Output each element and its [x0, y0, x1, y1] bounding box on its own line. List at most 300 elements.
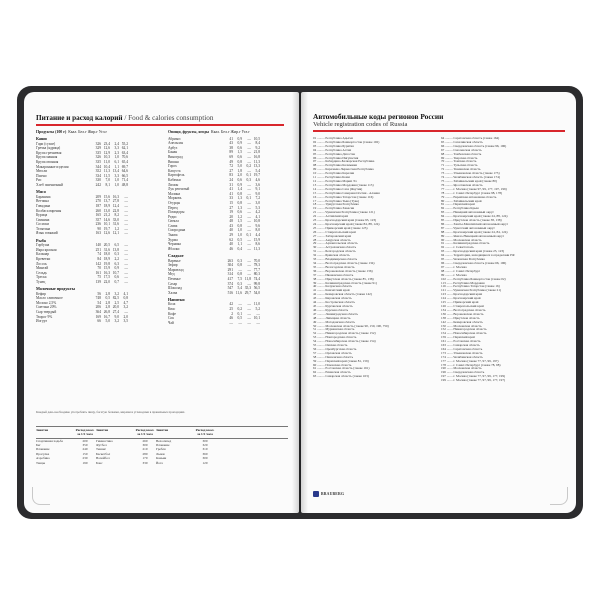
food-value: 56: [97, 291, 101, 296]
food-value: 0,2: [246, 164, 251, 169]
region-code-row: 102 ....... Республика Башкортостан (также 02): [441, 277, 506, 281]
region-code-row: 29 ......... Архангельская область: [313, 242, 358, 246]
food-value: 2,4: [114, 141, 119, 146]
region-code-row: 152 ....... Нижегородская область: [441, 328, 487, 332]
region-code-row: 76 ......... Ярославская область: [441, 183, 483, 187]
food-value: —: [124, 252, 128, 257]
food-value: 3,2: [114, 319, 119, 324]
region-code-row: 08 ......... Республика Калмыкия: [313, 164, 357, 168]
food-value: 99,8: [253, 281, 260, 286]
food-value: 1,0: [237, 228, 242, 233]
food-value: —: [247, 168, 251, 173]
calorie-table-cell: Волейбол: [96, 456, 110, 461]
food-section-title: Напитки: [168, 296, 185, 302]
food-value: 291: [227, 267, 233, 272]
column-header: [36, 130, 156, 135]
food-value: 1,0: [114, 183, 119, 188]
food-value: 11,0: [253, 302, 260, 307]
food-row: [36, 231, 156, 236]
food-name: Черника: [168, 242, 181, 247]
region-code-row: 46 ......... Курская область: [313, 308, 349, 312]
food-value: 5,0: [237, 164, 242, 169]
region-code-row: 163 ....... Самарская область: [441, 344, 480, 348]
calorie-table-cell: 120: [202, 460, 208, 465]
food-name: Сыр твердый: [36, 309, 57, 314]
calorie-table-cell: 210: [142, 447, 148, 452]
region-code-row: 78 ......... г. Санкт-Петербург (также 98, 178): [441, 191, 503, 195]
food-name: Треска: [36, 275, 47, 280]
food-value: 10,3: [103, 155, 110, 160]
region-codes-subtitle: Vehicle registration codes of Russia: [313, 121, 408, 128]
food-name: Гречка (ядрица): [36, 146, 61, 151]
food-value: 17,5: [103, 275, 110, 280]
food-row: [36, 280, 156, 285]
region-code-row: 150 ....... Московская область: [441, 324, 482, 328]
calorie-table-cell: Лыжи: [156, 451, 165, 456]
food-value: 0,3: [237, 258, 242, 263]
food-value: 0,6: [237, 154, 242, 159]
food-section-title: Рыба: [36, 237, 46, 243]
food-value: —: [247, 237, 251, 242]
food-value: 27: [229, 168, 233, 173]
column-header-title: Продукты (100 г): [36, 130, 67, 134]
region-code-row: 83 ......... Ненецкий автономный округ: [441, 211, 494, 215]
calorie-table-cell: Футбол: [96, 442, 107, 447]
region-code-row: 42 ......... Кемеровская область (также 142): [313, 293, 372, 297]
region-code-row: 89 ......... Ямало-Ненецкий автономный округ: [441, 234, 505, 238]
food-value: 364: [95, 309, 101, 314]
food-name: Редис: [168, 214, 177, 219]
food-name: Смородина: [168, 228, 186, 233]
region-code-row: 96 ......... Свердловская область (также 66, 196): [441, 262, 507, 265]
calorie-table-cell: 310: [202, 447, 208, 452]
food-value: —: [124, 270, 128, 275]
food-value: —: [247, 187, 251, 192]
food-value: 236: [95, 222, 101, 227]
region-code-row: 75 ......... Забайкальский край (также 80): [441, 179, 497, 183]
food-value: 165: [95, 213, 101, 218]
food-value: —: [247, 242, 251, 247]
food-value: 8,6: [255, 242, 260, 247]
food-value: —: [229, 320, 233, 325]
food-value: —: [247, 136, 251, 141]
food-value: —: [247, 205, 251, 210]
column-header: [168, 130, 288, 135]
region-code-row: 74 ......... Челябинская область (также 174): [441, 176, 500, 180]
region-code-row: 48 ......... Липецкая область: [313, 316, 351, 320]
region-code-row: 06 ......... Республика Ингушетия: [313, 156, 359, 160]
food-name: Кефир: [36, 291, 46, 296]
food-value: 1,5: [237, 219, 242, 224]
region-code-row: 30 ......... Астраханская область: [313, 246, 357, 250]
region-code-row: 123 ....... Краснодарский край: [441, 293, 483, 297]
region-code-row: 136 ....... Воронежская область: [441, 312, 484, 316]
food-value: —: [247, 223, 251, 228]
food-value: 1,1: [237, 242, 242, 247]
region-code-row: 65 ......... Сахалинская область: [441, 140, 483, 144]
food-name: Яблоки: [168, 246, 180, 251]
food-value: —: [124, 203, 128, 208]
food-value: 9,1: [255, 187, 260, 192]
food-value: 329: [95, 146, 101, 151]
food-value: 0,9: [237, 141, 242, 146]
food-name: Кабачки: [168, 177, 181, 182]
food-value: —: [247, 191, 251, 196]
food-value: 21,8: [253, 150, 260, 155]
region-code-row: 49 ......... Магаданская область: [313, 320, 356, 324]
food-value: 40: [229, 242, 233, 247]
region-code-row: 85 ......... Иркутская область (также 38, 138): [441, 219, 502, 223]
food-name: Сельдь: [36, 270, 47, 275]
food-name: Слива: [168, 223, 178, 228]
region-code-row: 58 ......... Пензенская область: [313, 355, 354, 359]
food-value: 1,0: [114, 178, 119, 183]
food-value: 22,8: [112, 208, 119, 213]
calorie-table-cell: 230: [82, 456, 88, 461]
food-section-title: Каши: [36, 136, 47, 142]
left-page: [24, 92, 299, 513]
region-code-row: 134 ....... Волгоградская область: [441, 308, 486, 312]
food-value: 169: [95, 314, 101, 319]
food-column-2-body: [168, 137, 288, 326]
food-value: 71,4: [121, 178, 128, 183]
food-value: 2,0: [237, 173, 242, 178]
food-value: —: [124, 266, 128, 271]
food-name: Тыква: [168, 233, 178, 238]
food-value: 10,8: [253, 219, 260, 224]
food-value: 0,5: [105, 296, 110, 301]
food-value: 63,4: [121, 150, 128, 155]
calorie-table-cell: Плавание: [36, 447, 50, 452]
region-code-row: 125 ....... Приморский край: [441, 301, 479, 305]
calorie-table-cell: Гребля: [156, 447, 166, 452]
food-value: 748: [95, 296, 101, 301]
food-value: 16,7: [103, 314, 110, 319]
food-value: —: [247, 306, 251, 311]
food-value: —: [247, 219, 251, 224]
calorie-table-cell: Спортивная ходьба: [36, 438, 63, 443]
food-name: Горох: [168, 164, 177, 169]
region-code-row: 79 ......... Еврейская автономная область: [441, 195, 497, 199]
food-value: 7,2: [255, 196, 260, 201]
food-name: Абрикос: [168, 136, 182, 141]
food-value: 27,8: [112, 199, 119, 204]
food-name: Говядина: [36, 203, 51, 208]
food-value: 48: [229, 219, 233, 224]
food-value: 69: [229, 154, 233, 159]
food-value: —: [247, 320, 251, 325]
region-code-row: 68 ......... Тамбовская область: [441, 152, 482, 156]
region-code-row: 44 ......... Костромская область: [313, 301, 355, 305]
food-value: 13,3: [253, 164, 260, 169]
food-value: 352: [95, 169, 101, 174]
region-code-row: 94 ......... Территории, находящиеся за пределами РФ: [441, 254, 515, 258]
food-value: —: [247, 141, 251, 146]
region-code-row: 77 ......... г. Москва (также 97, 99, 177, 197, 199): [441, 187, 507, 191]
food-value: 90: [97, 226, 101, 231]
title-underline: [36, 124, 284, 126]
food-name: Свекла: [168, 219, 179, 224]
food-value: —: [247, 258, 251, 263]
food-name: Помидоры: [168, 210, 185, 215]
calorie-table-cell: Теннис: [96, 447, 107, 452]
book-spine: [292, 92, 308, 513]
calorie-table-cell: Бокс: [96, 460, 103, 465]
food-value: 0,8: [237, 200, 242, 205]
food-value: 0,8: [237, 272, 242, 277]
region-code-row: 174 ....... Челябинская область: [441, 355, 483, 359]
region-code-row: 14 ......... Республика Саха (Якутия): [313, 187, 363, 191]
calorie-table-row: [36, 461, 288, 465]
food-name: Перец: [168, 205, 178, 210]
food-value: 16,3: [103, 270, 110, 275]
food-name: Крупа овсяная: [36, 160, 59, 165]
food-value: 11,8: [244, 276, 251, 281]
food-value: 24: [229, 177, 233, 182]
food-value: 140: [95, 243, 101, 248]
region-code-row: 37 ......... Ивановская область: [313, 273, 354, 277]
food-value: 69,7: [121, 164, 128, 169]
food-value: 163: [95, 231, 101, 236]
food-name: Тунец: [36, 279, 46, 284]
food-value: —: [247, 263, 251, 268]
food-value: 4,7: [123, 300, 128, 305]
region-code-row: 12 ......... Республика Марий Эл: [313, 179, 357, 183]
food-value: 10,4: [103, 164, 110, 169]
food-value: —: [247, 246, 251, 251]
calorie-table-cell: 350: [82, 442, 88, 447]
region-code-row: 11 ......... Республика Коми: [313, 176, 350, 180]
food-value: 1,2: [114, 226, 119, 231]
food-value: 42: [229, 302, 233, 307]
region-code-row: 01 ......... Республика Адыгея: [313, 137, 353, 140]
food-value: 12,6: [103, 146, 110, 151]
food-value: 31,6: [112, 222, 119, 227]
food-value: —: [124, 194, 128, 199]
food-value: 1,0: [114, 155, 119, 160]
region-code-row: 32 ......... Брянская область: [313, 254, 350, 258]
food-value: 1,3: [237, 196, 242, 201]
food-value: —: [247, 145, 251, 150]
calorie-table-cell: 200: [82, 438, 88, 443]
calorie-table-cell: Танцы: [36, 460, 46, 465]
food-row: [36, 319, 156, 324]
region-code-row: 64 ......... Саратовская область (также 164): [441, 137, 500, 140]
food-value: 48,8: [121, 183, 128, 188]
region-code-row: 154 ....... Новосибирская область: [441, 332, 487, 336]
region-code-row: 126 ....... Ставропольский край: [441, 304, 484, 308]
region-code-row: 159 ....... Пермский край: [441, 336, 475, 340]
column-header-title: Овощи, фрукты, ягоды: [168, 130, 210, 134]
food-name: Колбаса вареная: [36, 208, 62, 213]
food-value: 13,7: [103, 199, 110, 204]
food-value: —: [247, 267, 251, 272]
region-code-row: 57 ......... Орловская область: [313, 351, 352, 355]
region-code-row: 13 ......... Республика Мордовия (также 113): [313, 183, 374, 187]
food-value: —: [124, 222, 128, 227]
food-value: —: [247, 311, 251, 316]
food-value: 7,0: [105, 178, 110, 183]
food-value: 0,8: [237, 191, 242, 196]
food-name: Горбуша: [36, 243, 50, 248]
food-value: 54: [97, 300, 101, 305]
region-code-row: 121 ....... Чувашская Республика (также 21): [441, 289, 502, 293]
food-value: —: [247, 214, 251, 219]
region-code-row: 34 ......... Волгоградская область (также 134): [313, 262, 375, 265]
food-value: 335: [95, 150, 101, 155]
food-name: Макаронные изделия: [36, 164, 69, 169]
region-code-row: 45 ......... Курганская область: [313, 304, 353, 308]
calorie-table-cell: 240: [82, 447, 88, 452]
food-value: —: [124, 199, 128, 204]
food-value: 74,4: [253, 276, 260, 281]
region-code-row: 95 ......... Чеченская Республика: [441, 258, 485, 262]
food-value: 304: [227, 263, 233, 268]
food-value: 142: [95, 261, 101, 266]
food-value: 19,7: [103, 226, 110, 231]
food-value: 77,7: [253, 267, 260, 272]
food-value: 0,6: [237, 210, 242, 215]
food-value: 33: [229, 196, 233, 201]
region-code-row: 116 ....... Республика Татарстан (также 16): [441, 285, 500, 289]
region-code-row: 38 ......... Иркутская область (также 85, 138): [313, 277, 374, 281]
region-code-row: 23 ......... Краснодарский край (также 93, 123): [313, 219, 377, 223]
food-value: 23,4: [103, 141, 110, 146]
food-name: Гари (сухие): [36, 141, 56, 146]
food-value: 11,0: [103, 160, 110, 165]
brand-logo: [313, 491, 344, 497]
column-header-units: Ккал. Бел.г Жир.г Угл.г: [68, 130, 108, 134]
food-value: 161: [95, 270, 101, 275]
food-name: Картофель: [168, 173, 185, 178]
region-codes-title: Автомобильные коды регионов России: [313, 112, 444, 121]
food-value: —: [247, 200, 251, 205]
food-value: 9,0: [255, 191, 260, 196]
region-code-row: 88 ......... Красноярский край (также 24, 84, 124): [441, 230, 508, 234]
region-code-row: 113 ....... Республика Мордовия: [441, 281, 485, 285]
region-code-row: 84 ......... Красноярский край (также 24, 88, 124): [441, 215, 508, 219]
food-value: —: [124, 275, 128, 280]
food-row: [36, 183, 156, 188]
food-value: 260: [95, 208, 101, 213]
food-value: 89: [229, 150, 233, 155]
food-value: 18,0: [103, 252, 110, 257]
food-value: 5,4: [237, 286, 242, 291]
food-value: 3,0: [255, 200, 260, 205]
region-code-row: 60 ......... Псковская область: [313, 363, 352, 367]
food-name: Апельсин: [168, 141, 183, 146]
food-name: Квас: [168, 306, 176, 311]
food-value: —: [124, 309, 128, 314]
food-value: 334: [95, 173, 101, 178]
food-value: 5,0: [105, 319, 110, 324]
food-value: —: [124, 226, 128, 231]
food-value: 27: [229, 205, 233, 210]
calorie-table-cell: Гимнастика: [96, 438, 113, 443]
food-value: 0,2: [237, 306, 242, 311]
food-value: 242: [95, 183, 101, 188]
food-name: Капуста: [168, 168, 181, 173]
food-name: Рис: [36, 178, 42, 183]
food-value: 43: [229, 141, 233, 146]
food-value: 19,8: [103, 261, 110, 266]
food-value: 5,3: [255, 205, 260, 210]
food-value: 10,5: [253, 136, 260, 141]
food-name: Лимон: [168, 182, 179, 187]
region-code-row: 173 ....... Ульяновская область: [441, 351, 483, 355]
page-title: [36, 114, 213, 122]
page-title-ru: Питание и расход калорий: [36, 114, 123, 122]
food-section-title: Сладкое: [168, 252, 184, 258]
food-value: 8,1: [105, 183, 110, 188]
food-value: 19,7: [253, 173, 260, 178]
food-section-title: Мясо: [36, 189, 46, 195]
food-value: 10,1: [253, 316, 260, 321]
food-value: 25: [229, 306, 233, 311]
food-name: Морковь: [168, 196, 182, 201]
food-value: —: [247, 228, 251, 233]
food-name: Мармелад: [168, 267, 184, 272]
food-name: Сметана 20%: [36, 305, 57, 310]
calorie-table-cell: Коньки: [156, 456, 167, 461]
region-code-row: 91 ......... Калининградская область: [441, 242, 490, 246]
food-name: Курица: [36, 213, 48, 218]
region-code-row: 31 ......... Белгородская область: [313, 250, 356, 254]
food-value: 0,3: [246, 177, 251, 182]
food-value: —: [124, 231, 128, 236]
food-value: 1,4: [237, 187, 242, 192]
calorie-table-cell: 190: [82, 460, 88, 465]
food-value: 1,2: [237, 214, 242, 219]
region-code-row: 51 ......... Мурманская область: [313, 328, 355, 332]
food-name: Крупа гречневая: [36, 150, 62, 155]
food-name: Свинина: [36, 217, 50, 222]
food-value: 20: [229, 214, 233, 219]
calorie-table-cell: Йога: [156, 460, 163, 465]
region-code-row: 72 ......... Тюменская область: [441, 168, 481, 172]
food-value: 43: [229, 223, 233, 228]
food-value: 10,7: [112, 270, 119, 275]
region-code-row: 27 ......... Хабаровский край: [313, 234, 352, 238]
food-value: 13,8: [112, 247, 119, 252]
food-value: 62,1: [121, 146, 128, 151]
region-code-row: 80 ......... Забайкальский край: [441, 199, 482, 203]
food-value: —: [124, 247, 128, 252]
food-value: 33,0: [112, 217, 119, 222]
region-code-row: 39 ......... Калининградская область (также 91): [313, 281, 377, 285]
food-row: [168, 321, 288, 326]
region-code-row: 43 ......... Кировская область: [313, 297, 352, 301]
region-code-row: 33 ......... Владимирская область: [313, 258, 358, 262]
food-value: —: [238, 302, 242, 307]
calorie-table-cell: 280: [142, 451, 148, 456]
region-code-row: 21 ......... Чувашская Республика (также 121): [313, 211, 375, 215]
food-value: —: [124, 243, 128, 248]
calorie-table-header-cell: Занятие: [36, 428, 49, 432]
calorie-table-cell: Баскетбол: [96, 451, 111, 456]
food-value: 0,1: [246, 196, 251, 201]
food-name: Зефир: [168, 263, 178, 268]
food-value: 417: [227, 276, 233, 281]
region-code-row: 197 ....... г. Москва (также 77, 97, 99, 177, 199): [441, 375, 506, 379]
food-value: 7,5: [237, 276, 242, 281]
food-value: 12,4: [112, 203, 119, 208]
food-name: Молоко 2,5%: [36, 300, 57, 305]
food-name: Хурма: [168, 237, 178, 242]
region-code-row: 54 ......... Новосибирская область (также 154): [313, 340, 376, 344]
food-value: 65,4: [121, 160, 128, 165]
food-value: 70,6: [121, 155, 128, 160]
